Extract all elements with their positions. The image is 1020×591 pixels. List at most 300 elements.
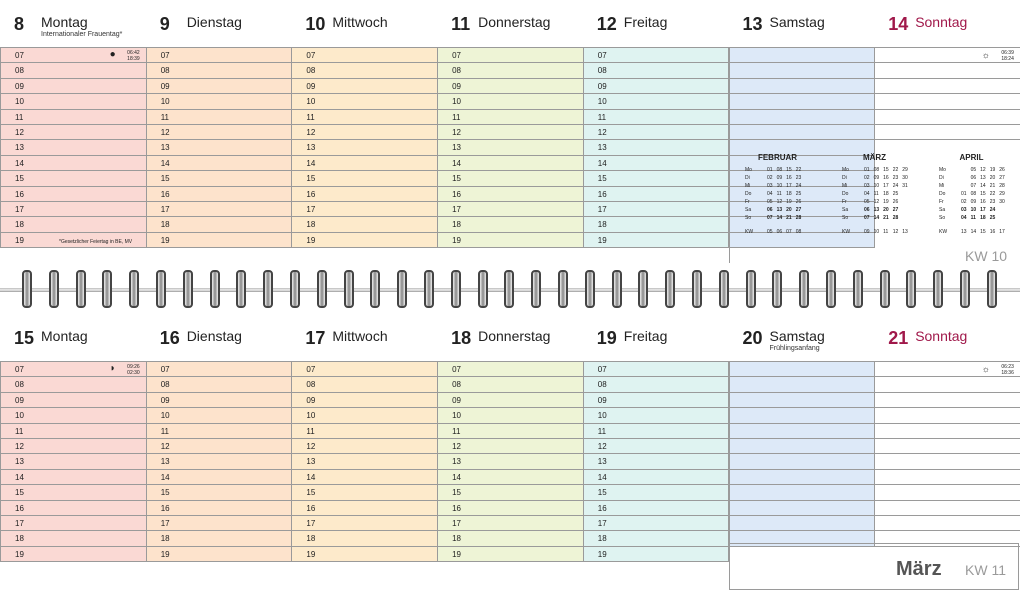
hour-row[interactable]: [584, 93, 729, 108]
hour-label: 10: [597, 411, 607, 421]
hour-row[interactable]: [147, 515, 292, 530]
hour-label: 11: [15, 112, 24, 122]
hour-row[interactable]: [584, 109, 729, 124]
hour-label: 13: [306, 143, 316, 153]
hour-label: 17: [452, 518, 461, 528]
hour-row[interactable]: [875, 392, 1020, 407]
hour-label: 09: [597, 81, 607, 91]
hour-row[interactable]: [292, 438, 437, 453]
hour-label: 10: [452, 97, 461, 107]
binding-ring: [290, 270, 300, 308]
hour-row[interactable]: [292, 361, 437, 376]
hour-row[interactable]: [147, 438, 292, 453]
hour-row[interactable]: [875, 438, 1020, 453]
date-cell: 16: [980, 199, 986, 205]
hour-row[interactable]: [875, 453, 1020, 468]
hour-row[interactable]: [438, 361, 583, 376]
day-number: 10: [305, 14, 326, 34]
hour-row[interactable]: [292, 376, 437, 391]
hour-row[interactable]: [147, 530, 292, 545]
hour-label: 14: [597, 158, 607, 168]
hour-row[interactable]: [584, 530, 729, 545]
hour-row[interactable]: [730, 109, 875, 124]
hour-row[interactable]: [1, 124, 146, 139]
hour-label: 09: [452, 81, 461, 91]
day-header: [874, 314, 1020, 360]
hour-row[interactable]: [292, 62, 437, 77]
hour-row[interactable]: [147, 62, 292, 77]
hour-label: 17: [160, 518, 170, 528]
hour-row[interactable]: [147, 484, 292, 499]
hour-label: 13: [452, 143, 461, 153]
hour-label: 13: [15, 143, 24, 153]
hour-label: 08: [306, 380, 316, 390]
hour-row[interactable]: [292, 500, 437, 515]
hour-row[interactable]: [438, 453, 583, 468]
day-name: Freitag: [623, 14, 668, 30]
hour-row[interactable]: [584, 423, 729, 438]
hour-row[interactable]: [730, 500, 875, 515]
date-cell: 08: [776, 167, 783, 173]
date-cell: [900, 214, 910, 222]
hour-row[interactable]: [438, 407, 583, 422]
hour-row[interactable]: [730, 407, 875, 422]
day-header: [291, 314, 437, 360]
hour-row[interactable]: [730, 361, 875, 376]
binding-ring: [933, 270, 943, 308]
hour-row[interactable]: [147, 139, 292, 154]
kw-cell: 08: [795, 229, 802, 235]
date-cell: 04: [767, 191, 773, 197]
week-row: [840, 174, 910, 182]
hour-row[interactable]: [438, 546, 583, 561]
weekday-label: Mo: [745, 167, 752, 173]
hour-row[interactable]: [438, 216, 583, 231]
hour-row[interactable]: [438, 376, 583, 391]
hour-label: 15: [15, 174, 24, 184]
hour-row[interactable]: [438, 109, 583, 124]
hour-row[interactable]: [730, 124, 875, 139]
hour-label: 12: [306, 441, 316, 451]
hour-row[interactable]: [584, 376, 729, 391]
date-cell: 14: [776, 215, 783, 221]
hour-row[interactable]: [438, 469, 583, 484]
day-header: [583, 0, 729, 46]
hour-row[interactable]: [584, 155, 729, 170]
hour-label: 13: [306, 457, 316, 467]
weekday-label: So: [842, 215, 849, 221]
hour-row[interactable]: [584, 78, 729, 93]
hour-row[interactable]: [584, 170, 729, 185]
hour-row[interactable]: [292, 93, 437, 108]
hour-row[interactable]: [1, 392, 146, 407]
hour-row[interactable]: [1, 438, 146, 453]
hour-row[interactable]: [875, 361, 1020, 376]
date-cell: 03: [961, 207, 967, 213]
week-row: [743, 174, 803, 182]
hour-row[interactable]: [730, 47, 875, 62]
hour-label: 09: [452, 395, 461, 405]
hour-label: 14: [15, 158, 24, 168]
hour-label: 12: [452, 127, 461, 137]
hour-row[interactable]: [292, 530, 437, 545]
hour-row[interactable]: [438, 438, 583, 453]
date-cell: 24: [892, 183, 899, 189]
weekday-label: So: [745, 215, 752, 221]
date-cell: [959, 174, 969, 182]
hour-row[interactable]: [438, 186, 583, 201]
kw-label: KW: [939, 229, 948, 235]
hour-row[interactable]: [584, 47, 729, 62]
hour-label: 07: [597, 51, 607, 60]
date-cell: 06: [767, 207, 773, 213]
hour-row[interactable]: [438, 78, 583, 93]
hour-label: 07: [160, 51, 170, 60]
hour-row[interactable]: [292, 469, 437, 484]
hour-row[interactable]: [1, 216, 146, 231]
hour-row[interactable]: [584, 438, 729, 453]
date-cell: 24: [989, 207, 996, 213]
hour-row[interactable]: [584, 392, 729, 407]
day-number: 15: [14, 328, 35, 348]
hour-row[interactable]: [292, 124, 437, 139]
hour-row[interactable]: [1, 500, 146, 515]
hour-row[interactable]: [438, 500, 583, 515]
hour-row[interactable]: [1, 170, 146, 185]
hour-row[interactable]: [875, 109, 1020, 124]
hour-row[interactable]: [1, 453, 146, 468]
hour-row[interactable]: [584, 407, 729, 422]
hour-label: 19: [15, 549, 24, 559]
hour-row[interactable]: [584, 546, 729, 561]
hour-row[interactable]: [1, 469, 146, 484]
hour-row[interactable]: [584, 453, 729, 468]
hour-row[interactable]: [147, 232, 292, 247]
hour-row[interactable]: [1, 407, 146, 422]
hour-row[interactable]: [1, 423, 146, 438]
hour-row[interactable]: [147, 546, 292, 561]
date-cell: 28: [892, 215, 899, 221]
hour-row[interactable]: [292, 423, 437, 438]
hour-row[interactable]: [1, 484, 146, 499]
hour-row[interactable]: [438, 515, 583, 530]
day-name: Sonntag: [915, 14, 968, 30]
hour-row[interactable]: [147, 124, 292, 139]
kw-cell: 13: [961, 229, 967, 235]
date-cell: 07: [864, 215, 870, 221]
hour-row[interactable]: [730, 376, 875, 391]
day-column: [146, 47, 293, 248]
hour-row[interactable]: [292, 186, 437, 201]
hour-row[interactable]: [730, 469, 875, 484]
day-header: [0, 0, 146, 46]
binding-ring: [612, 270, 622, 308]
hour-row[interactable]: [292, 170, 437, 185]
hour-row[interactable]: [292, 453, 437, 468]
hour-row[interactable]: [875, 47, 1020, 62]
hour-row[interactable]: [875, 469, 1020, 484]
hour-row[interactable]: [438, 139, 583, 154]
hour-row[interactable]: [292, 546, 437, 561]
day-name: Samstag: [769, 328, 825, 344]
hour-row[interactable]: [584, 186, 729, 201]
hour-row[interactable]: [147, 500, 292, 515]
date-cell: 15: [980, 191, 986, 197]
hour-row[interactable]: [1, 361, 146, 376]
kw-cell: 06: [776, 229, 783, 235]
hour-row[interactable]: [584, 484, 729, 499]
hour-row[interactable]: [147, 201, 292, 216]
hour-row[interactable]: [730, 392, 875, 407]
hour-row[interactable]: [584, 139, 729, 154]
hour-row[interactable]: [730, 78, 875, 93]
hour-row[interactable]: [875, 515, 1020, 530]
hour-row[interactable]: [875, 78, 1020, 93]
date-cell: 02: [767, 175, 773, 181]
hour-row[interactable]: [292, 484, 437, 499]
hour-label: 14: [15, 472, 24, 482]
hour-row[interactable]: [730, 530, 875, 545]
hour-row[interactable]: [438, 423, 583, 438]
binding-ring: [826, 270, 836, 308]
hour-row[interactable]: [292, 78, 437, 93]
hour-row[interactable]: [584, 515, 729, 530]
hour-label: 10: [160, 97, 170, 107]
hour-label: 10: [452, 411, 461, 421]
binding-ring: [210, 270, 220, 308]
month-grid: [743, 166, 803, 236]
hour-row[interactable]: [1, 47, 146, 62]
hour-label: 10: [306, 97, 316, 107]
hour-label: 08: [452, 380, 461, 390]
week-row: [840, 190, 910, 198]
hour-row[interactable]: [438, 484, 583, 499]
date-cell: 13: [980, 175, 986, 181]
hour-row[interactable]: [292, 407, 437, 422]
date-cell: 05: [767, 199, 773, 205]
hour-row[interactable]: [147, 186, 292, 201]
hour-row[interactable]: [292, 109, 437, 124]
hour-row[interactable]: [875, 93, 1020, 108]
binding-ring: [370, 270, 380, 308]
kw-cell: 16: [989, 229, 996, 235]
hour-row[interactable]: [1, 530, 146, 545]
week-row: [937, 198, 1007, 206]
date-cell: 20: [989, 175, 996, 181]
hour-row[interactable]: [438, 232, 583, 247]
hour-row[interactable]: [147, 376, 292, 391]
hour-row[interactable]: [584, 62, 729, 77]
date-cell: 17: [883, 183, 889, 189]
hour-row[interactable]: [438, 201, 583, 216]
hour-row[interactable]: [875, 376, 1020, 391]
hour-label: 16: [15, 503, 24, 513]
hour-label: 13: [160, 143, 170, 153]
date-cell: 09: [970, 199, 977, 205]
hour-row[interactable]: [875, 500, 1020, 515]
hour-row[interactable]: [147, 361, 292, 376]
hour-row[interactable]: [147, 423, 292, 438]
hour-row[interactable]: [147, 407, 292, 422]
hour-row[interactable]: [1, 139, 146, 154]
hour-row[interactable]: [147, 469, 292, 484]
weekday-label: Do: [842, 191, 849, 197]
hour-row[interactable]: [875, 62, 1020, 77]
hour-label: 09: [15, 81, 24, 91]
date-cell: 31: [902, 183, 908, 189]
hour-row[interactable]: [292, 155, 437, 170]
hour-row[interactable]: [438, 170, 583, 185]
date-cell: 11: [970, 215, 976, 221]
hour-label: 17: [15, 204, 24, 214]
hour-row[interactable]: [1, 78, 146, 93]
date-cell: 15: [786, 167, 792, 173]
kw-label: KW: [842, 229, 851, 235]
hour-label: 11: [15, 426, 24, 436]
hour-label: 15: [597, 488, 607, 498]
month-grid: [937, 166, 1007, 236]
hour-row[interactable]: [730, 93, 875, 108]
hour-row[interactable]: [438, 530, 583, 545]
day-column: [437, 47, 584, 248]
hour-row[interactable]: [438, 62, 583, 77]
hour-row[interactable]: [730, 515, 875, 530]
hour-row[interactable]: [1, 155, 146, 170]
date-cell: 13: [873, 207, 880, 213]
week-row: [937, 206, 1007, 214]
binding-ring: [665, 270, 675, 308]
hour-row[interactable]: [438, 93, 583, 108]
hour-label: 11: [452, 426, 461, 436]
hour-row[interactable]: [875, 530, 1020, 545]
kw-cell: 12: [892, 229, 899, 235]
date-cell: 29: [902, 167, 908, 173]
week-number: KW 11: [965, 562, 1006, 578]
hour-row[interactable]: [1, 546, 146, 561]
weekday-label: Sa: [745, 207, 752, 213]
moon-set: 18:39: [127, 56, 140, 62]
hour-row[interactable]: [147, 392, 292, 407]
hour-label: 18: [452, 220, 461, 230]
hour-label: 13: [452, 457, 461, 467]
day-column: [0, 361, 147, 562]
hour-row[interactable]: [292, 47, 437, 62]
hour-row[interactable]: [584, 216, 729, 231]
binding-ring: [585, 270, 595, 308]
hour-row[interactable]: [147, 78, 292, 93]
hour-row[interactable]: [1, 232, 146, 247]
hour-row[interactable]: [292, 201, 437, 216]
hour-row[interactable]: [875, 124, 1020, 139]
hour-row[interactable]: [438, 124, 583, 139]
date-cell: 26: [999, 167, 1005, 173]
day-note: Frühlingsanfang: [769, 345, 820, 352]
hour-row[interactable]: [584, 500, 729, 515]
date-cell: 16: [786, 175, 792, 181]
hour-row[interactable]: [1, 515, 146, 530]
hour-label: 14: [597, 472, 607, 482]
hour-label: 08: [597, 66, 607, 76]
date-cell: 01: [864, 167, 870, 173]
hour-row[interactable]: [292, 216, 437, 231]
binding-ring: [263, 270, 273, 308]
binding-ring: [397, 270, 407, 308]
hour-row[interactable]: [1, 62, 146, 77]
hour-row[interactable]: [438, 47, 583, 62]
kw-cell: 07: [786, 229, 792, 235]
hour-row[interactable]: [730, 453, 875, 468]
sun-icon: ☼: [981, 364, 990, 374]
hour-row[interactable]: [875, 484, 1020, 499]
hour-row[interactable]: [584, 201, 729, 216]
hour-row[interactable]: [584, 361, 729, 376]
binding-ring: [772, 270, 782, 308]
hour-row[interactable]: [584, 124, 729, 139]
hour-row[interactable]: [147, 47, 292, 62]
binding-ring: [880, 270, 890, 308]
hour-row[interactable]: [147, 216, 292, 231]
hour-row[interactable]: [730, 438, 875, 453]
day-name: Sonntag: [915, 328, 968, 344]
hour-label: 17: [597, 518, 607, 528]
hour-row[interactable]: [1, 376, 146, 391]
hour-row[interactable]: [147, 170, 292, 185]
hour-row[interactable]: [875, 423, 1020, 438]
hour-row[interactable]: [147, 109, 292, 124]
date-cell: 25: [795, 191, 802, 197]
hour-row[interactable]: [875, 407, 1020, 422]
binding-ring: [799, 270, 809, 308]
hour-row[interactable]: [1, 201, 146, 216]
hour-label: 18: [15, 220, 24, 230]
date-cell: 27: [795, 207, 802, 213]
week-row: [937, 182, 1007, 190]
day-header: [437, 0, 583, 46]
hour-row[interactable]: [147, 93, 292, 108]
hour-label: 12: [160, 441, 170, 451]
hour-row[interactable]: [1, 186, 146, 201]
day-note: Internationaler Frauentag*: [41, 31, 123, 38]
week-row: [840, 214, 910, 222]
binding-ring: [183, 270, 193, 308]
day-column: [291, 361, 438, 562]
hour-row[interactable]: [730, 423, 875, 438]
hour-row[interactable]: [292, 392, 437, 407]
hour-row[interactable]: [438, 155, 583, 170]
mini-calendar: [729, 147, 1020, 262]
hour-row[interactable]: [730, 484, 875, 499]
hour-row[interactable]: [292, 515, 437, 530]
hour-row[interactable]: [292, 139, 437, 154]
hour-row[interactable]: [147, 453, 292, 468]
hour-label: 14: [160, 158, 170, 168]
hour-row[interactable]: [584, 469, 729, 484]
binding-ring: [692, 270, 702, 308]
date-cell: 28: [795, 215, 802, 221]
binding-ring: [451, 270, 461, 308]
hour-row[interactable]: [584, 232, 729, 247]
hour-row[interactable]: [730, 62, 875, 77]
hour-row[interactable]: [1, 109, 146, 124]
date-cell: 04: [864, 191, 870, 197]
hour-row[interactable]: [1, 93, 146, 108]
hour-row[interactable]: [147, 155, 292, 170]
binding-ring: [156, 270, 166, 308]
day-header: [583, 314, 729, 360]
hour-label: 19: [452, 549, 461, 559]
hour-row[interactable]: [438, 392, 583, 407]
hour-row[interactable]: [292, 232, 437, 247]
